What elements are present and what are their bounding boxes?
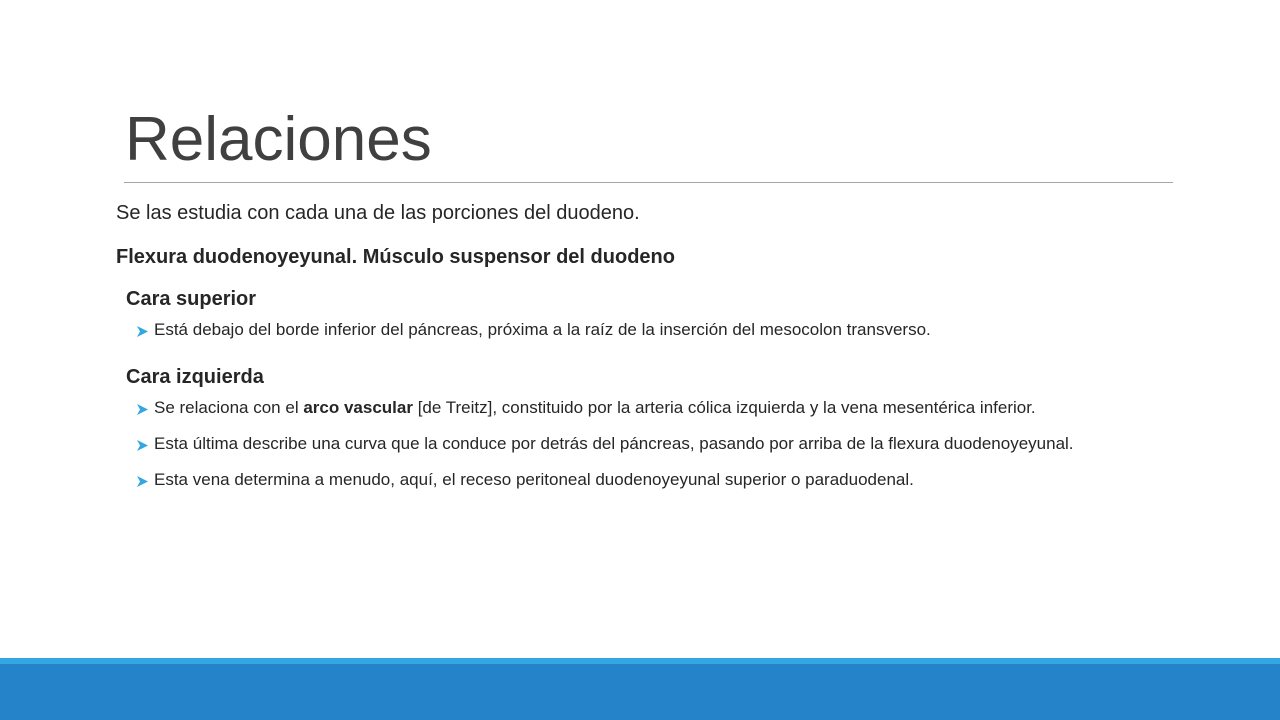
title-divider <box>124 182 1173 183</box>
bullet-text: Se relaciona con el arco vascular [de Treitz], constituido por la arteria cólica izquierda y la vena mesentérica inferior. <box>154 398 1036 417</box>
bullet-text: Esta vena determina a menudo, aquí, el receso peritoneal duodenoyeyunal superior o paraduodenal. <box>154 470 914 489</box>
slide-body <box>116 198 1174 512</box>
bullet-list <box>126 396 1174 494</box>
section-cara-izquierda <box>126 362 1174 494</box>
list-item <box>126 432 1174 458</box>
footer-band <box>0 664 1280 720</box>
arrowhead-bullet-icon <box>136 396 154 422</box>
slide-title: Relaciones <box>125 105 432 174</box>
bullet-text: Está debajo del borde inferior del páncreas, próxima a la raíz de la inserción del mesocolon transverso. <box>154 320 931 339</box>
section-heading: Cara izquierda <box>126 366 264 388</box>
list-item <box>126 318 1174 344</box>
main-heading: Flexura duodenoyeyunal. Músculo suspensor del duodeno <box>116 246 675 268</box>
bullet-list <box>126 318 1174 344</box>
list-item <box>126 468 1174 494</box>
section-cara-superior <box>126 284 1174 344</box>
section-heading: Cara superior <box>126 288 257 310</box>
arrowhead-bullet-icon <box>136 432 154 458</box>
arrowhead-bullet-icon <box>136 468 154 494</box>
bullet-text: Esta última describe una curva que la conduce por detrás del páncreas, pasando por arriba de la flexura duodenoyeyunal. <box>154 434 1074 453</box>
arrowhead-bullet-icon <box>136 318 154 344</box>
intro-text: Se las estudia con cada una de las porciones del duodeno. <box>116 202 640 224</box>
list-item <box>126 396 1174 422</box>
